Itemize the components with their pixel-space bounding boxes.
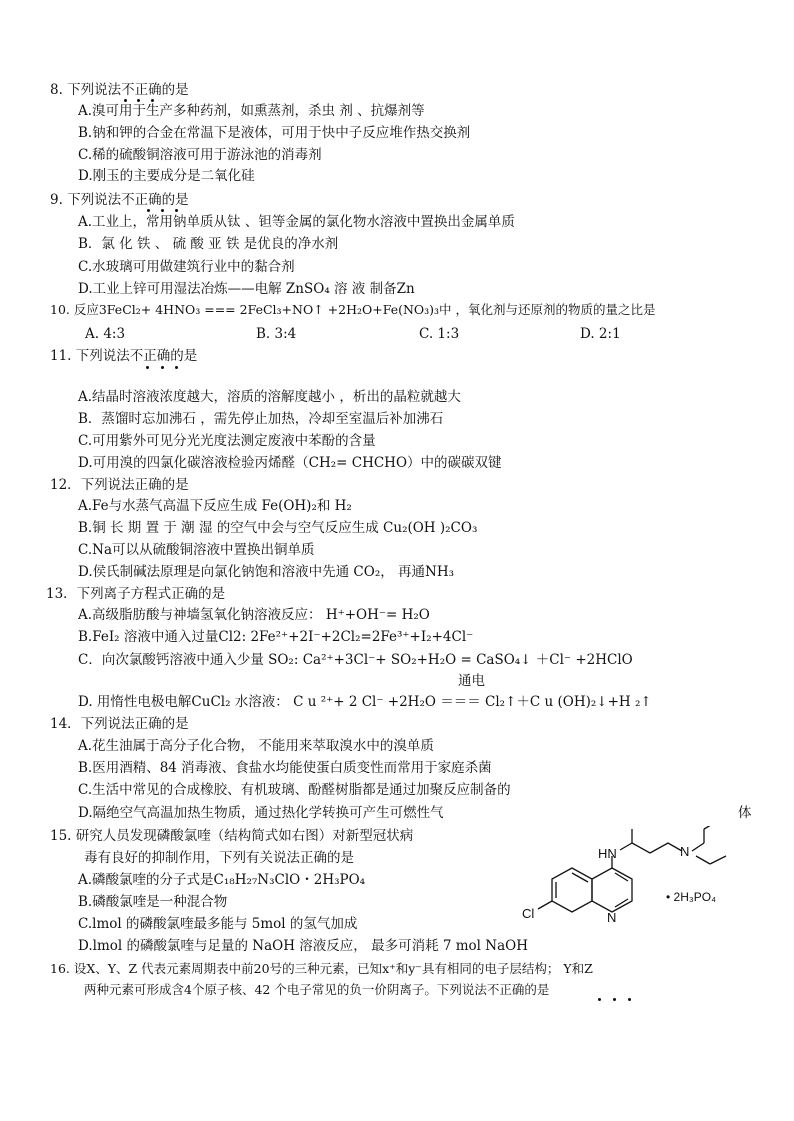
q15-stem-continued: 毒有良好的抑制作用，下列有关说法正确的是 xyxy=(84,850,354,866)
q16-stem: 16. 设X、Y、Z 代表元素周期表中前20号的三种元素，已知x⁺和y⁻具有相同的电子层结构； Y和Z xyxy=(50,961,593,976)
q9-option-c: C.水玻璃可用做建筑行业中的黏合剂 xyxy=(78,259,295,275)
q15-stem: 15. 研究人员发现磷酸氯喹（结构简式如右图）对新型冠状病 xyxy=(50,828,414,844)
q11-option-a: A.结晶时溶液浓度越大，溶质的溶解度越小 ，析出的晶粒就越大 xyxy=(78,389,461,405)
q13-option-b: B.FeI₂ 溶液中通入过量Cl2: 2Fe²⁺+2I⁻+2Cl₂=2Fe³⁺+I₂+4Cl⁻ xyxy=(78,629,474,645)
q12-stem: 12．下列说法正确的是 xyxy=(50,477,189,493)
q8-option-c: C.稀的硫酸铜溶液可用于游泳池的消毒剂 xyxy=(78,147,322,163)
q13-reaction-condition: 通电 xyxy=(458,673,485,689)
q15-option-d: D.lmol 的磷酸氯喹与足量的 NaOH 溶液反应， 最多可消耗 7 mol NaOH xyxy=(78,938,528,954)
q8-option-a: A.溴可用于生产多种药剂，如熏蒸剂，杀虫 剂 、抗爆剂等 xyxy=(78,103,425,119)
q12-option-b: B.铜 长 期 置 于 潮 湿 的空气中会与空气反应生成 Cu₂(OH )₂CO₃ xyxy=(78,520,478,536)
q12-option-a: A.Fe与水蒸气高温下反应生成 Fe(OH)₂和 H₂ xyxy=(78,498,352,514)
q11-option-c: C.可用紫外可见分光光度法测定废液中苯酚的含量 xyxy=(78,433,376,449)
q9-option-a: A.工业上，常用钠单质从钛 、钽等金属的氯化物水溶液中置换出金属单质 xyxy=(78,214,515,230)
q13-option-d: D. 用惰性电极电解CuCl₂ 水溶液： C u ²⁺+ 2 Cl⁻ +2H₂O ＝＝＝ Cl₂↑＋C u (OH)₂↓+H ₂↑ xyxy=(78,694,652,710)
amine-n-label: N xyxy=(680,844,690,859)
q13-option-a: A.高级脂肪酸与神墙氢氧化钠溶液反应： H⁺+OH⁻= H₂O xyxy=(78,607,430,623)
q8-option-b: B.钠和钾的合金在常温下是液体，可用于快中子反应堆作热交换剂 xyxy=(78,125,471,141)
salt-label: • 2H₃PO₄ xyxy=(666,890,716,904)
ring-n-label: N xyxy=(607,910,617,925)
q10-option-a: A. 4:3 xyxy=(85,326,126,342)
q11-option-b: B．蒸馏时忘加沸石 ，需先停止加热，冷却至室温后补加沸石 xyxy=(78,411,444,427)
q11-option-d: D.可用溴的四氯化碳溶液检验丙烯醛（CH₂= CHCHO）中的碳碳双键 xyxy=(78,455,502,471)
q13-option-c: C．向次氯酸钙溶液中通入少量 SO₂: Ca²⁺+3Cl⁻+ SO₂+H₂O = CaSO₄↓ ＋Cl⁻ +2HClO xyxy=(78,652,633,668)
q9-option-d: D.工业上锌可用湿法冶炼——电解 ZnSO₄ 溶 液 制备Zn xyxy=(78,281,415,297)
chloroquine-phosphate-structure xyxy=(520,826,750,930)
q10-option-d: D. 2:1 xyxy=(580,326,621,342)
q12-option-d: D.侯氏制碱法原理是向氯化钠饱和溶液中先通 CO₂， 再通NH₃ xyxy=(78,564,455,580)
q11-stem: 11. 下列说法不正确的是 xyxy=(50,348,198,364)
q15-option-c: C.lmol 的磷酸氯喹最多能与 5mol 的氢气加成 xyxy=(78,916,358,932)
q15-option-a: A.磷酸氯喹的分子式是C₁₈H₂₇N₃ClO・2H₃PO₄ xyxy=(78,872,366,888)
q9-stem: 9. 下列说法不正确的是 xyxy=(50,192,189,208)
q14-stem: 14．下列说法正确的是 xyxy=(50,716,189,732)
q14-option-b: B.医用酒精、84 消毒液、食盐水均能使蛋白质变性而常用于家庭杀菌 xyxy=(78,760,492,776)
q8-option-d: D.刚玉的主要成分是二氧化硅 xyxy=(78,168,255,184)
hn-label: HN xyxy=(598,846,617,861)
q10-stem: 10. 反应3FeCl₂+ 4HNO₃ === 2FeCl₃+NO↑ +2H₂O+Fe(NO₃)₃中 ，氧化剂与还原剂的物质的量之比是 xyxy=(50,302,656,317)
q10-option-c: C. 1:3 xyxy=(419,326,460,342)
q14-option-d: D.隔绝空气高温加热生物质，通过热化学转换可产生可燃性气 xyxy=(78,805,444,821)
cl-label: Cl xyxy=(522,906,535,921)
q16-stem-continued: 两种元素可形成含4个原子核、42 个电子常见的负一价阴离子。下列说法不正确的是 xyxy=(84,982,550,997)
q15-option-b: B.磷酸氯喹是一种混合物 xyxy=(78,894,228,910)
q14-option-d-overflow: 体 xyxy=(738,805,752,821)
q8-stem: 8. 下列说法不正确的是 xyxy=(50,82,189,98)
q9-option-b: B．氯 化 铁 、 硫 酸 亚 铁 是优良的净水剂 xyxy=(78,236,339,252)
q14-option-a: A.花生油属于高分子化合物， 不能用来萃取溴水中的溴单质 xyxy=(78,738,434,754)
q13-stem: 13．下列离子方程式正确的是 xyxy=(46,586,226,602)
q12-option-c: C.Na可以从硫酸铜溶液中置换出铜单质 xyxy=(78,542,315,558)
q14-option-c: C.生活中常见的合成橡胶、有机玻璃、酚醛树脂都是通过加聚反应制备的 xyxy=(78,782,511,798)
q10-option-b: B. 3:4 xyxy=(256,326,297,342)
